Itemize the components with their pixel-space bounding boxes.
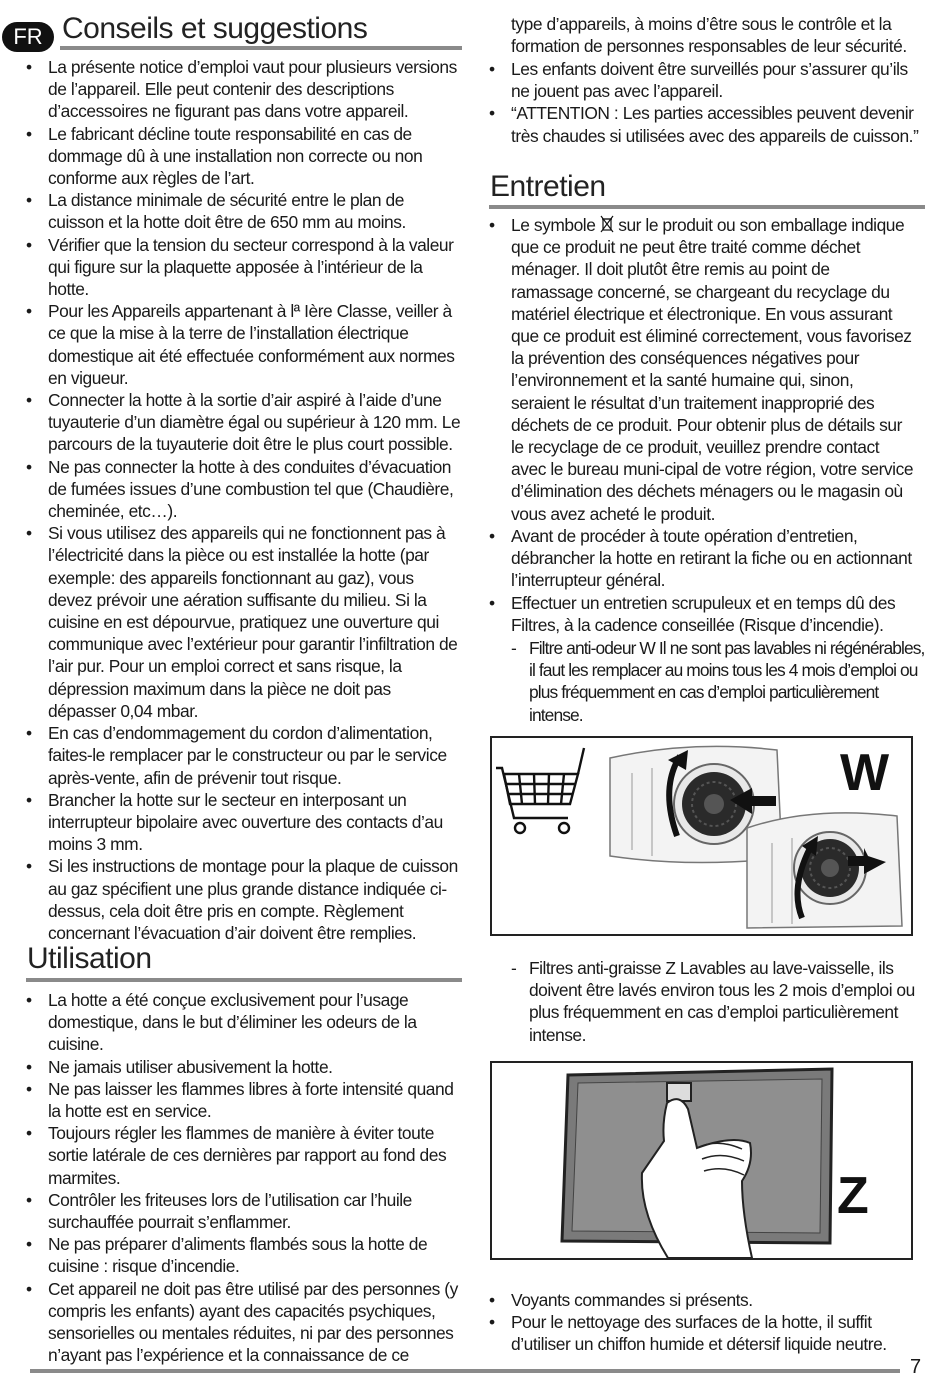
list-item: • Pour le nettoyage des surfaces de la hotte, il suffit d’utiliser un chiffon humide et détersif liquide neutre. [485,1311,905,1355]
list-item: • Voyants commandes si présents. [485,1289,905,1311]
bottom-bullet-list [485,1289,905,1356]
list-item: • En cas d’endommagement du cordon d’alimentation, faites-le remplacer par le constructeur ou par le service après-vente, afin de prévenir tout risque. [22,722,462,789]
entretien-list-continued [485,525,925,636]
figure-z-label: Z [837,1167,869,1225]
list-item: • La distance minimale de sécurité entre le plan de cuisson et la hotte doit être de 650 mm au moins. [22,189,462,233]
footer-rule [30,1369,900,1373]
entretien-list [485,214,915,525]
list-item: • Ne pas préparer d’aliments flambés sous la hotte de cuisine : risque d’incendie. [22,1233,462,1277]
figure-filter-w [490,736,913,936]
entretien-symbol-text: sur le produit ou son emballage indique que ce produit ne peut être traité comme déchet ménager. Il doit plutôt être remis au point de ramassage concerné, se chargeant du recyclage du matériel électrique et électronique. En vous assurant que ce produit est éliminé correctement, vous favorisez la prévention des conséquences négatives pour l’environnement et la santé humaine qui, sinon, seraient le résultat d’un traitement inapproprié des déchets de ce produit. Pour obtenir plus de détails sur le recyclage de ce produit, veuillez prendre contact avec le bureau muni-cipal de votre région, votre service d’élimination des déchets ménagers ou le magasin où vous avez acheté le produit. [511,215,914,524]
list-item: • “ATTENTION : Les parties accessibles peuvent devenir très chaudes si utilisées avec des appareils de cuisson.” [485,102,925,146]
continued-paragraph: type d’appareils, à moins d’être sous le contrôle et la formation de personnes responsables de leur sécurité. [511,14,907,57]
heading-rule [26,978,462,982]
list-item: • Cet appareil ne doit pas être utilisé par des personnes (y compris les enfants) ayant des capacités psychiques, sensorielles ou mentales réduites, ni par des personnes n’ayant pas l’expérience et la connaissance de ce [22,1278,462,1367]
sub-item-filtre-w: - Filtre anti-odeur W Il ne sont pas lavables ni régénérables, il faut les remplacer au moins tous les 4 mois d’emploi ou plus fréquemment en cas d’emploi particulièrement intense. [511,638,925,725]
figure-filter-z [490,1061,913,1260]
top-bullet-list [485,58,925,147]
list-item: • Les enfants doivent être surveillés pour s’assurer qu’ils ne jouent pas avec l’appareil. [485,58,925,102]
heading-rule [489,205,925,209]
list-item: • Effectuer un entretien scrupuleux et en temps dû des Filtres, à la cadence conseillée (Risque d’incendie). [485,592,925,636]
list-item: • Ne pas connecter la hotte à des conduites d’évacuation de fumées issues d’une combustion tel que (Chaudière, cheminée, etc…). [22,456,462,523]
figure-w-label: W [840,744,890,802]
list-item: • Avant de procéder à toute opération d’entretien, débrancher la hotte en retirant la fiche ou en actionnant l’interrupteur général. [485,525,925,592]
crossed-bin-icon [600,215,614,233]
list-item: • Contrôler les friteuses lors de l’utilisation car l’huile surchauffée pourrait s’enflammer. [22,1189,462,1233]
heading-rule [60,46,462,50]
list-item: • Le fabricant décline toute responsabilité en cas de dommage dû à une installation non correcte ou non conforme aux règles de l’art. [22,123,462,190]
list-item [485,214,915,525]
section-heading-conseils: Conseils et suggestions [62,12,368,45]
list-item: • Si vous utilisez des appareils qui ne fonctionnent pas à l’électricité dans la pièce ou est installée la hotte (par exemple: des appareils fonctionnant au gaz), vous devez prévoir une aération suffisante du milieu. Si la cuisine en est dépourvue, pratiquez une ouverture qui communique avec l’extérieur pour garantir l’infiltration de l’air pur. Pour un emploi correct et sans risque, la dépression maximum dans la pièce ne doit pas dépasser 0,04 mbar. [22,522,462,722]
hood-bottom-illustration [747,813,902,928]
list-item: • Ne pas laisser les flammes libres à forte intensité quand la hotte est en service. [22,1078,462,1122]
sub-item-filtre-z: - Filtres anti-graisse Z Lavables au lave-vaisselle, ils doivent être lavés environ tous les 2 mois d’emploi ou plus fréquemment en cas d’emploi particulièrement intense. [511,958,915,1045]
section-heading-utilisation: Utilisation [27,942,152,975]
list-item: • La présente notice d’emploi vaut pour plusieurs versions de l’appareil. Elle peut contenir des descriptions d’accessoires ne figurant pas dans votre appareil. [22,56,462,123]
list-item: • Brancher la hotte sur le secteur en interposant un interrupteur bipolaire avec ouverture des contacts d’au moins 3 mm. [22,789,462,856]
list-item: • La hotte a été conçue exclusivement pour l’usage domestique, dans le but d’éliminer les odeurs de la cuisine. [22,989,462,1056]
language-badge: FR [2,22,54,52]
list-item: • Si les instructions de montage pour la plaque de cuisson au gaz spécifient une plus grande distance indiquée ci-dessus, cela doit être pris en compte. Règlement concernant l’évacuation d’air doivent être remplies. [22,855,462,944]
list-item: • Pour les Appareils appartenant à lª Ière Classe, veiller à ce que la mise à la terre de l’installation électrique domestique ait été effectuée conformément aux normes en vigueur. [22,300,462,389]
section-heading-entretien: Entretien [490,170,606,203]
utilisation-list [22,989,462,1366]
list-item: • Toujours régler les flammes de manière à éviter toute sortie latérale de ces dernières par rapport au fond des marmites. [22,1122,462,1189]
list-item: • Ne jamais utiliser abusivement la hotte. [22,1056,462,1078]
page-number: 7 [910,1356,922,1378]
conseils-list [22,56,462,944]
entretien-symbol-prefix: Le symbole [511,215,596,235]
shopping-cart-icon [496,748,584,833]
list-item: • Connecter la hotte à la sortie d’air aspiré à l’aide d’une tuyauterie d’un diamètre égal ou supérieur à 120 mm. Le parcours de la tuyauterie doit être le plus court possible. [22,389,462,456]
list-item: • Vérifier que la tension du secteur correspond à la valeur qui figure sur la plaquette apposée à l’intérieur de la hotte. [22,234,462,301]
